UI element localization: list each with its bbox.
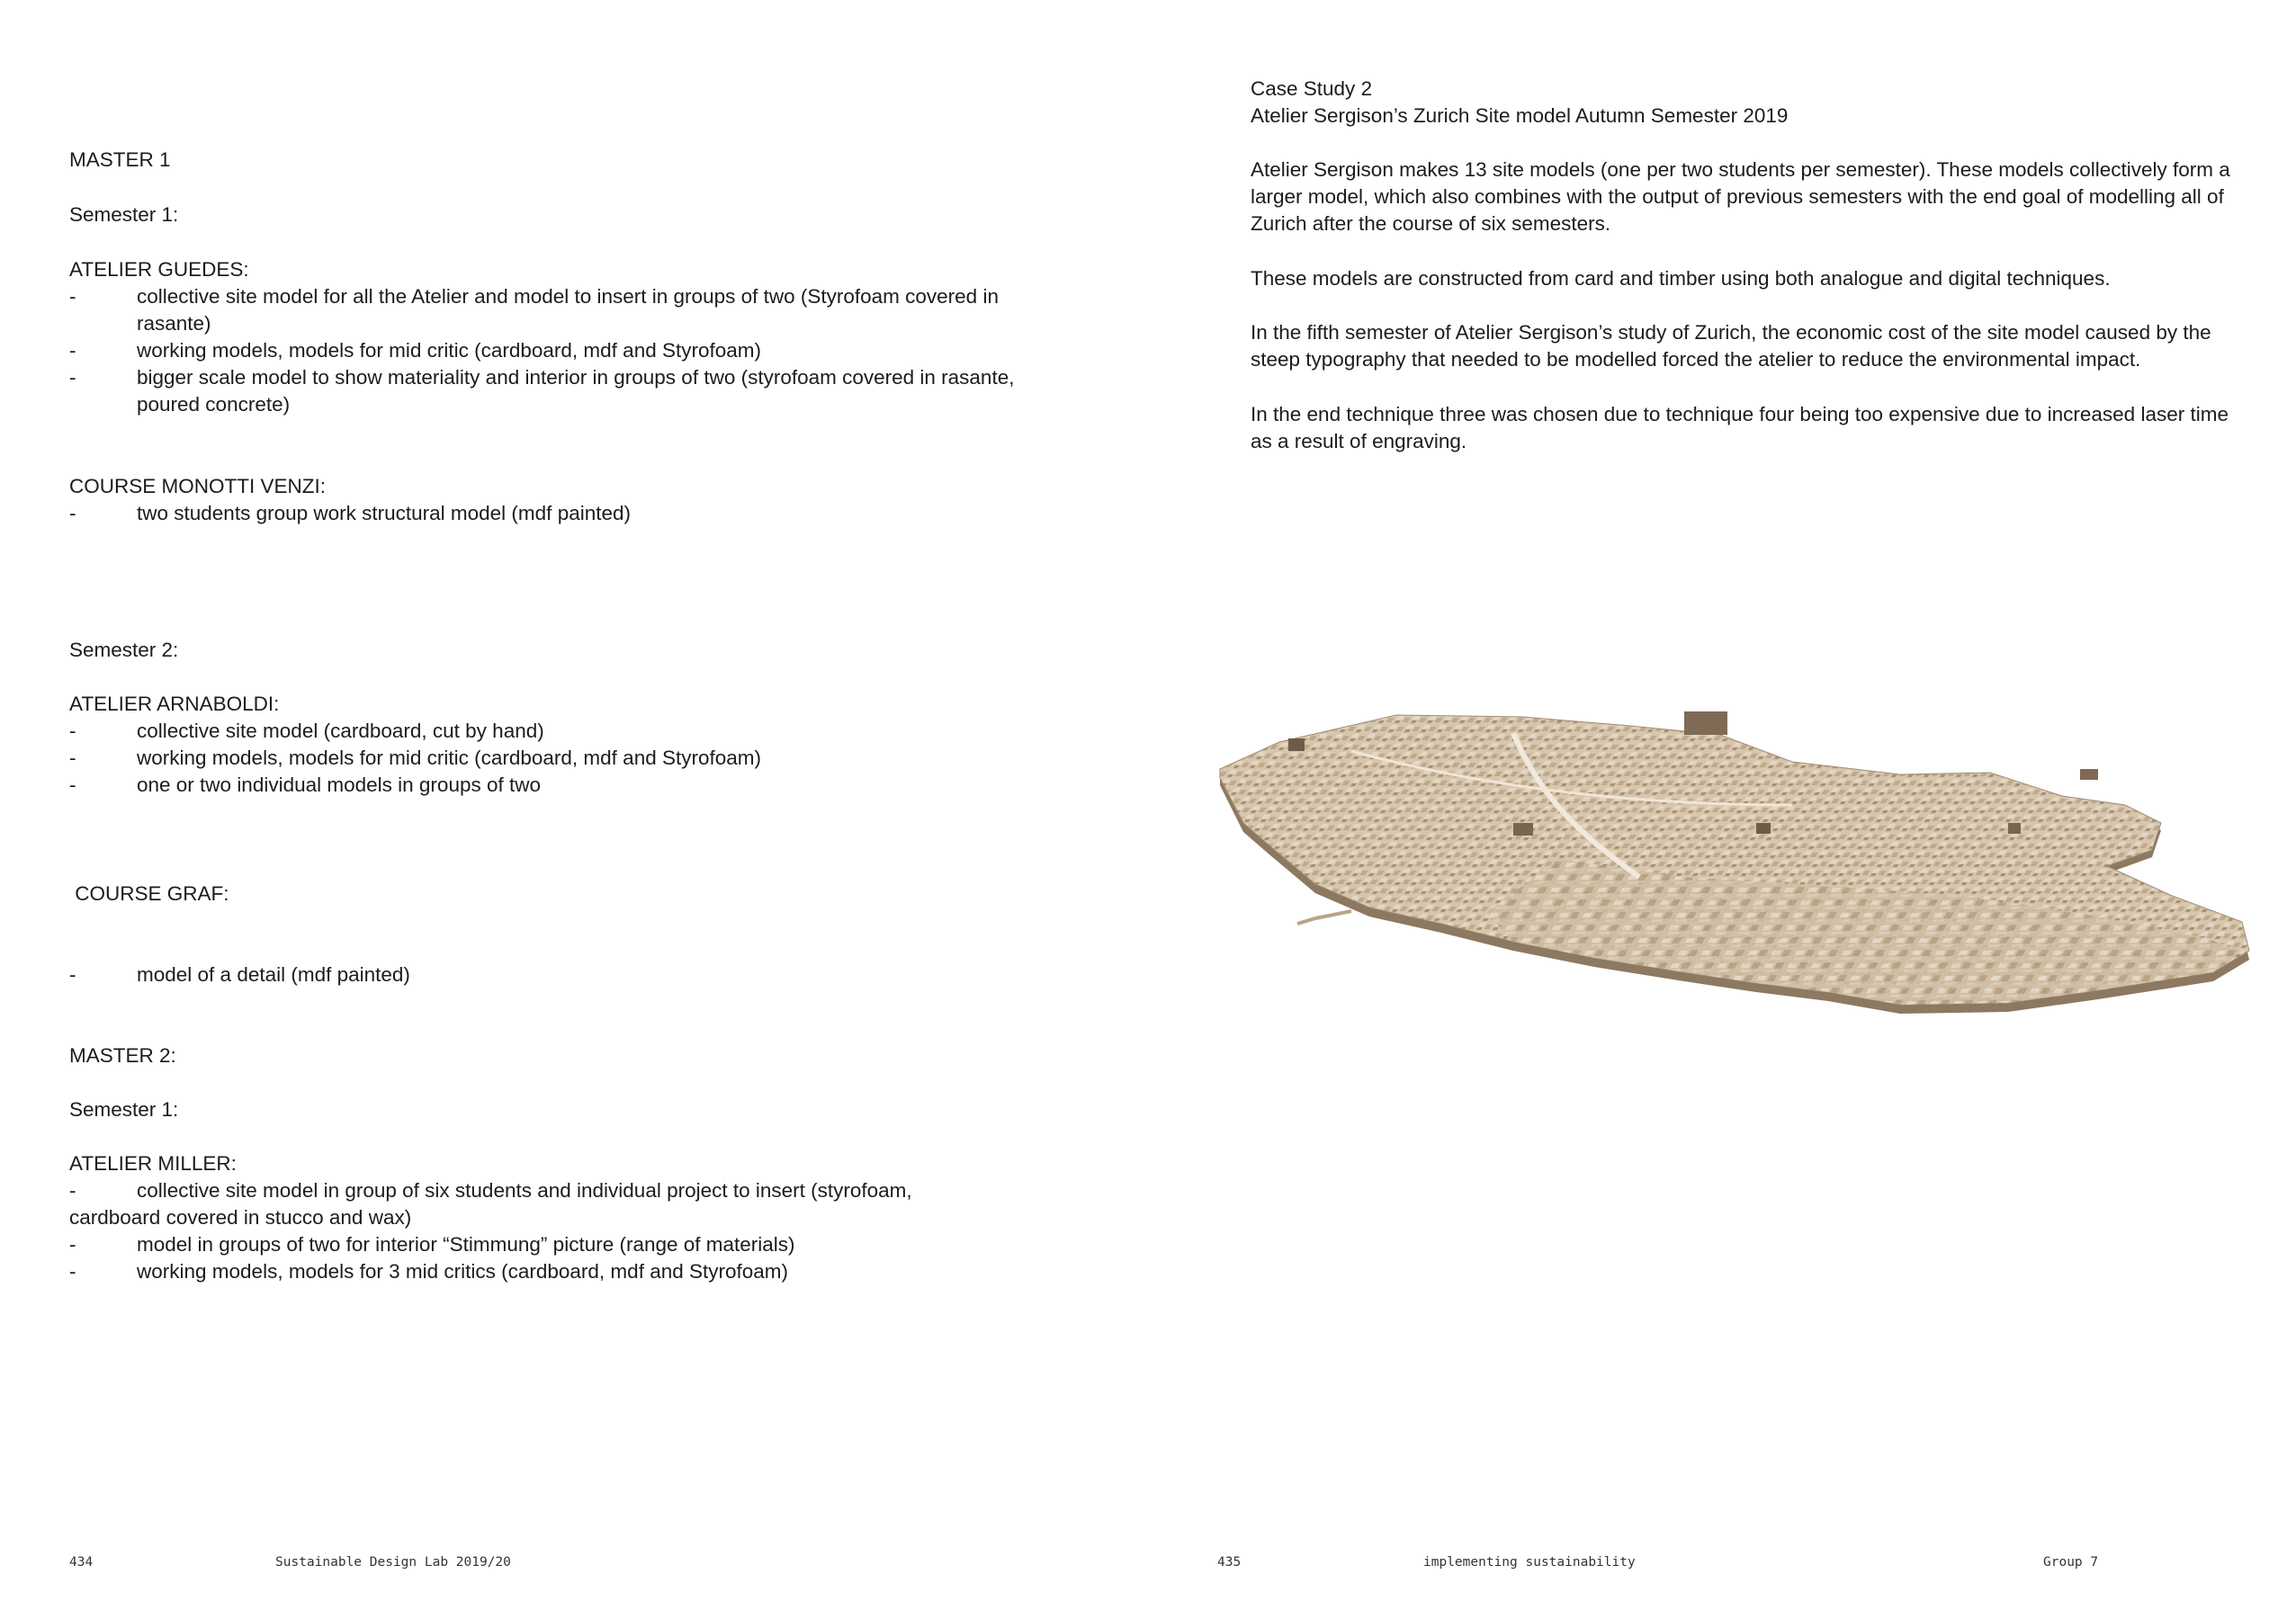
right-page-number: 435 (1217, 1555, 1242, 1570)
paragraph: In the end technique three was chosen due to technique four being too expensive due to increased laser time as a result of engraving. (1251, 403, 2229, 452)
model-block (1513, 823, 1533, 836)
list-dash: - (69, 339, 76, 362)
course-monotti-section (69, 473, 1068, 527)
list-item (69, 745, 1068, 772)
list-dash: - (69, 774, 76, 796)
course-graf-section (69, 827, 1068, 1042)
case-study-title: Case Study 2 (1251, 77, 1373, 100)
list-item-text: working models, models for mid critic (cardboard, mdf and Styrofoam) (137, 339, 761, 362)
list-item (69, 772, 1068, 799)
list-dash: - (69, 720, 76, 742)
atelier-miller-section (69, 1150, 1068, 1285)
atelier-guedes-heading: ATELIER GUEDES: (69, 258, 249, 281)
m1-semester2-label: Semester 2: (69, 639, 179, 661)
zurich-site-model-image (1216, 697, 2251, 1039)
list-item (69, 1231, 1068, 1258)
list-dash: - (69, 1179, 76, 1202)
list-item (69, 283, 1068, 337)
list-item-text: collective site model for all the Atelier and model to insert in groups of two (Styrofoam covered in rasante) (137, 285, 999, 335)
list-item-text: two students group work structural model (mdf painted) (137, 502, 631, 524)
paragraph: In the fifth semester of Atelier Sergison’s study of Zurich, the economic cost of the site model caused by the steep typography that needed to be modelled forced the atelier to reduce the environmental impact. (1251, 321, 2211, 371)
m1-semester1-label: Semester 1: (69, 203, 179, 226)
master1-heading: MASTER 1 (69, 148, 171, 171)
list-item (69, 962, 1068, 988)
model-block (1288, 738, 1305, 751)
list-dash: - (69, 1260, 76, 1283)
course-monotti-heading: COURSE MONOTTI VENZI: (69, 475, 327, 497)
list-item-text: model in groups of two for interior “Stimmung” picture (range of materials) (137, 1233, 795, 1256)
list-dash: - (69, 366, 76, 389)
model-block (2008, 823, 2021, 834)
atelier-guedes-section (69, 256, 1068, 418)
right-running-title: implementing sustainability (1423, 1555, 1636, 1570)
list-item (69, 718, 1068, 745)
list-item (69, 364, 1041, 418)
list-dash: - (69, 502, 76, 524)
list-item (69, 1177, 951, 1231)
list-dash: - (69, 747, 76, 769)
list-item (69, 500, 1068, 527)
left-running-title: Sustainable Design Lab 2019/20 (275, 1555, 511, 1570)
list-item-text: model of a detail (mdf painted) (137, 963, 410, 986)
group-label: Group 7 (2043, 1555, 2099, 1570)
list-dash: - (69, 1233, 76, 1256)
list-item (69, 337, 1068, 364)
case-study-subtitle: Atelier Sergison’s Zurich Site model Autumn Semester 2019 (1251, 104, 1789, 127)
paragraph: Atelier Sergison makes 13 site models (one per two students per semester). These models collectively form a larger model, which also combines with the output of previous semesters with the end goal of modelling all of Zurich after the course of six semesters. (1251, 158, 2230, 235)
list-item-text: collective site model in group of six students and individual project to insert (styrofoam, cardboard covered in stucco and wax) (69, 1179, 912, 1229)
master2-heading: MASTER 2: (69, 1044, 176, 1067)
course-graf-heading: COURSE GRAF: (69, 882, 229, 905)
model-block (1684, 711, 1727, 735)
model-lake-edge (1297, 911, 1351, 924)
atelier-arnaboldi-section (69, 691, 1068, 799)
atelier-miller-heading: ATELIER MILLER: (69, 1152, 237, 1175)
list-item-text: one or two individual models in groups of two (137, 774, 542, 796)
model-block (2080, 769, 2098, 780)
list-dash: - (69, 963, 76, 986)
model-block (1756, 823, 1771, 834)
list-item-text: bigger scale model to show materiality and interior in groups of two (styrofoam covered in rasante, poured concrete) (137, 366, 1015, 416)
list-dash: - (69, 285, 76, 308)
list-item-text: working models, models for mid critic (cardboard, mdf and Styrofoam) (137, 747, 761, 769)
m2-semester1-label: Semester 1: (69, 1098, 179, 1121)
left-page-number: 434 (69, 1555, 94, 1570)
paragraph: These models are constructed from card and timber using both analogue and digital techniques. (1251, 267, 2111, 290)
list-item (69, 1258, 1068, 1285)
list-item-text: collective site model (cardboard, cut by hand) (137, 720, 544, 742)
list-item-text: working models, models for 3 mid critics (cardboard, mdf and Styrofoam) (137, 1260, 789, 1283)
atelier-arnaboldi-heading: ATELIER ARNABOLDI: (69, 693, 280, 715)
